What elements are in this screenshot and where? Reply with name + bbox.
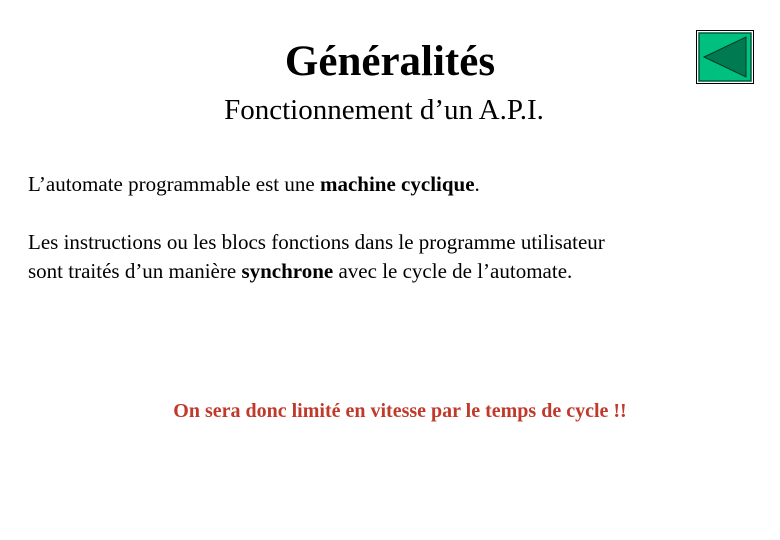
triangle-left-icon — [696, 30, 754, 84]
paragraph2-line1: Les instructions ou les blocs fonctions dans le programme utilisateur — [28, 230, 605, 254]
slide-title: Généralités — [284, 38, 496, 85]
cycle-time-warning: On sera donc limité en vitesse par le temps de cycle !! — [173, 400, 627, 422]
paragraph1-emphasis: machine cyclique — [319, 172, 475, 196]
paragraph2-line2-text: sont traités d’un manière — [28, 259, 242, 283]
back-button[interactable] — [696, 30, 754, 84]
paragraph-synchronous — [28, 228, 605, 286]
paragraph-cyclic-machine — [28, 170, 480, 199]
slide-subtitle: Fonctionnement d’un A.P.I. — [224, 94, 544, 126]
paragraph2-line2-end: avec le cycle de l’automate. — [333, 259, 573, 283]
paragraph2-line2 — [28, 257, 605, 286]
paragraph1-text: L’automate programmable est une — [28, 172, 320, 196]
paragraph2-emphasis: synchrone — [241, 259, 334, 283]
paragraph1-end: . — [474, 172, 480, 196]
